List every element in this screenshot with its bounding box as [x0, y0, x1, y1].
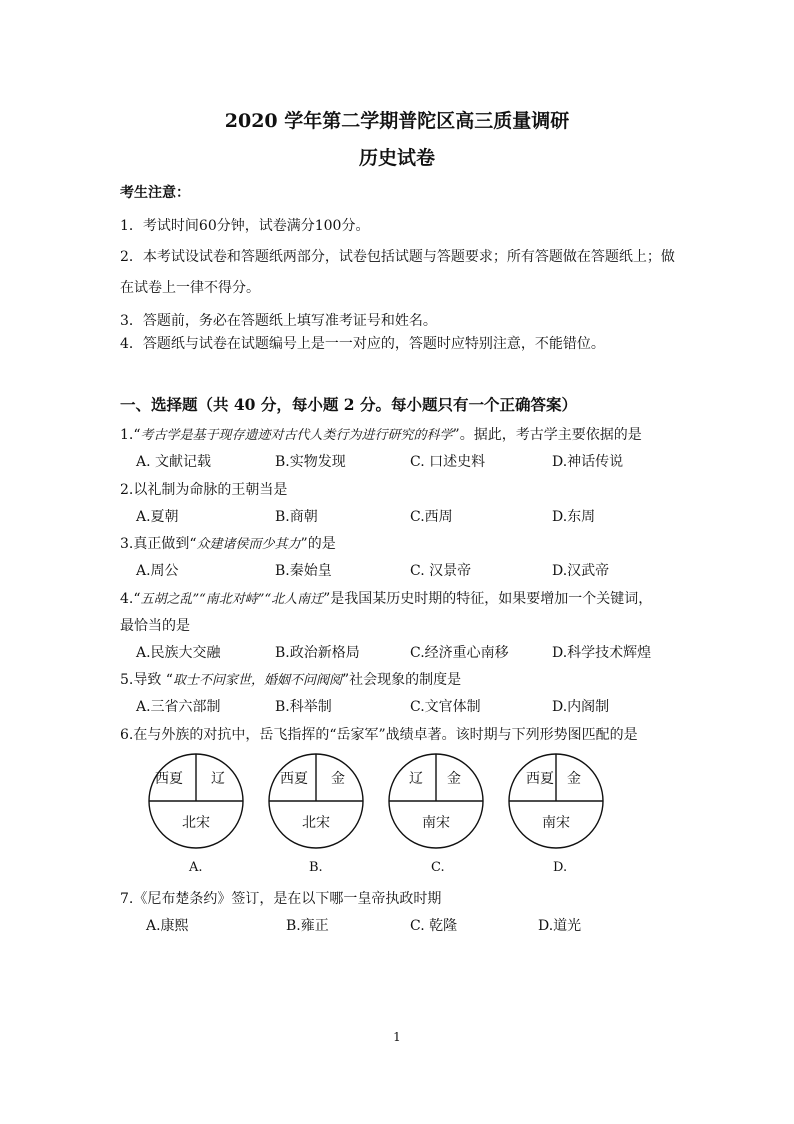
region-label: 金	[567, 771, 581, 787]
question-5	[120, 669, 461, 689]
question-prefix: 4.“	[120, 591, 141, 607]
question-prefix: 3.真正做到“	[120, 536, 197, 552]
option-a[interactable]: A.三省六部制	[136, 699, 221, 715]
option-a[interactable]: A.康熙	[146, 918, 189, 934]
diagram-label-d: D.	[553, 860, 568, 875]
option-d[interactable]: D.汉武帝	[552, 563, 610, 579]
option-a[interactable]: A.夏朝	[136, 509, 179, 525]
region-label: 北宋	[302, 815, 330, 831]
question-suffix: ”是我国某历史时期的特征，如果要增加一个关键词，	[323, 591, 653, 607]
question-1	[120, 424, 642, 444]
region-label: 西夏	[155, 771, 183, 787]
question-4-line2: 最恰当的是	[120, 618, 190, 634]
question-4	[120, 588, 652, 608]
option-c[interactable]: C.经济重心南移	[410, 645, 509, 661]
region-label: 金	[331, 771, 345, 787]
territory-diagram-b[interactable]	[268, 753, 364, 849]
region-label: 南宋	[422, 815, 450, 831]
option-a[interactable]: A. 文献记载	[136, 454, 212, 470]
section-heading: 一、选择题（共 40 分，每小题 2 分。每小题只有一个正确答案）	[120, 395, 577, 414]
option-c[interactable]: C. 汉景帝	[410, 563, 472, 579]
question-suffix: ”社会现象的制度是	[341, 672, 462, 688]
option-c[interactable]: C.西周	[410, 509, 453, 525]
question-suffix: ”。据此，考古学主要依据的是	[452, 427, 642, 443]
notice-item: 在试卷上一律不得分。	[120, 280, 260, 296]
question-6: 6.在与外族的对抗中，岳飞指挥的“岳家军”战绩卓著。该时期与下列形势图匹配的是	[120, 727, 638, 743]
question-suffix: ”的是	[300, 536, 336, 552]
region-label: 西夏	[526, 771, 554, 787]
option-b[interactable]: B.实物发现	[275, 454, 346, 470]
question-quote: 取士不问家世，婚姻不问阀阅	[172, 673, 342, 688]
option-b[interactable]: B.雍正	[286, 918, 329, 934]
notice-item: 1．考试时间60分钟，试卷满分100分。	[120, 218, 370, 234]
option-d[interactable]: D.道光	[538, 918, 582, 934]
option-a[interactable]: A.周公	[136, 563, 179, 579]
notice-item: 3．答题前，务必在答题纸上填写准考证号和姓名。	[120, 313, 437, 329]
question-7: 7.《尼布楚条约》签订，是在以下哪一皇帝执政时期	[120, 891, 442, 907]
region-label: 南宋	[542, 815, 570, 831]
diagram-label-a: A.	[189, 860, 203, 875]
option-d[interactable]: D.东周	[552, 509, 596, 525]
territory-diagram-a[interactable]	[148, 753, 244, 849]
region-label: 金	[447, 771, 461, 787]
region-label: 西夏	[280, 771, 308, 787]
question-quote: 考古学是基于现存遗迹对古代人类行为进行研究的科学	[140, 428, 453, 443]
territory-diagram-d[interactable]	[508, 753, 604, 849]
diagram-label-c: C.	[431, 860, 445, 875]
option-d[interactable]: D.内阁制	[552, 699, 610, 715]
notice-heading: 考生注意：	[120, 185, 190, 201]
page-title: 2020 学年第二学期普陀区高三质量调研	[224, 110, 570, 132]
notice-item: 4．答题纸与试卷在试题编号上是一一对应的，答题时应特别注意，不能错位。	[120, 336, 605, 352]
option-c[interactable]: C.文官体制	[410, 699, 481, 715]
region-label: 辽	[409, 771, 423, 787]
option-b[interactable]: B.商朝	[275, 509, 318, 525]
option-c[interactable]: C. 乾隆	[410, 918, 458, 934]
option-b[interactable]: B.秦始皇	[275, 563, 332, 579]
option-d[interactable]: D.神话传说	[552, 454, 624, 470]
option-a[interactable]: A.民族大交融	[136, 645, 221, 661]
notice-item: 2．本考试设试卷和答题纸两部分，试卷包括试题与答题要求；所有答题做在答题纸上；做	[120, 249, 675, 265]
question-2: 2.以礼制为命脉的王朝当是	[120, 482, 288, 498]
diagram-label-b: B.	[309, 860, 323, 875]
question-prefix: 1.“	[120, 427, 141, 443]
question-3	[120, 533, 336, 553]
region-label: 北宋	[182, 815, 210, 831]
question-quote: 众建诸侯而少其力	[196, 537, 301, 552]
territory-diagram-c[interactable]	[388, 753, 484, 849]
option-c[interactable]: C. 口述史料	[410, 454, 486, 470]
option-b[interactable]: B.科举制	[275, 699, 332, 715]
option-d[interactable]: D.科学技术辉煌	[552, 645, 652, 661]
option-b[interactable]: B.政治新格局	[275, 645, 360, 661]
question-quote: 五胡之乱”“南北对峙”“北人南迁	[140, 592, 324, 607]
page-subtitle: 历史试卷	[358, 147, 435, 169]
region-label: 辽	[211, 771, 225, 787]
page-number: 1	[393, 1030, 401, 1044]
question-prefix: 5.导致 “	[120, 672, 173, 688]
